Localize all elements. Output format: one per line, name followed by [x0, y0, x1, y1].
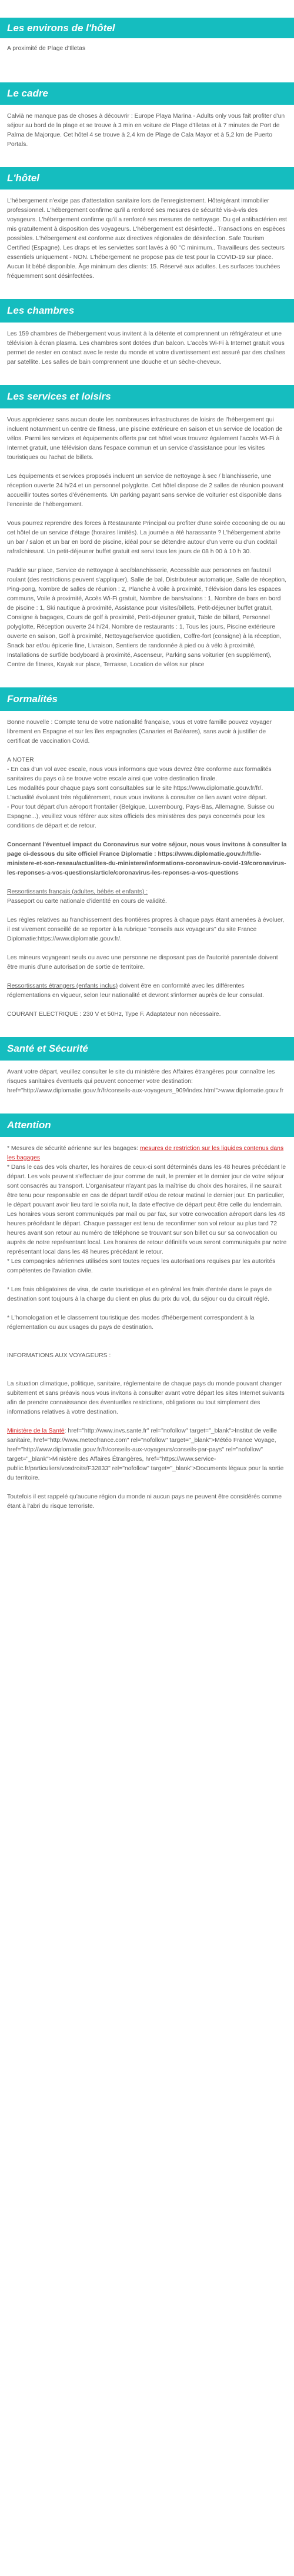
hotel-text: L'hébergement n'exige pas d'attestation sanitaire lors de l'enregistrement. Hôte/gérant immobilier professionnel. L'hébergement confirme qu'il a renforcé ses mesures de sécurité vis-à-vis des voyageurs. L'hébergement confirme qu'il a renforcé ses mesures de nettoyage. Du gel antibactérien est mis gratuitement à disposition des voyageurs. L'hébergement est désinfecté.. Transactions en espèces possibles. L'hébergement est conforme aux directives régionales de désinfection. Safe Tourism Certified (Espagne). Les draps et les serviettes sont lavés à 60 °C minimum.. Travailleurs des secteurs essentiels uniquement - NON. L'hébergement ne propose pas de test pour la COVID-19 sur place. Aucun lit bébé disponible. Âge minimum des clients: 15. Réservé aux adultes. Les surfaces touchées fréquemment sont désinfectées.	[7, 198, 287, 280]
formalites-p7: Les règles relatives au franchissement des frontières propres à chaque pays étant amenées à évoluer, il est vivement conseillé de se reporter à la rubrique "conseils aux voyageurs" du site France Diplomatie:https://www.diplomatie.gouv.fr/.	[7, 917, 285, 942]
formalites-p6: Passeport ou carte nationale d'identité en cours de validité.	[7, 898, 167, 905]
formalites-p1: Bonne nouvelle : Compte tenu de votre nationalité française, vous et votre famille pouvez voyager librement en Espagne et sur les îles espagnoles (Canaries et Baléares), sans avoir à justifier de certificat de vaccination Covid.	[7, 719, 272, 744]
formalites-p6-title: Ressortissants français (adultes, bébés et enfants) :	[7, 889, 148, 895]
formalites-p3: Les modalités pour chaque pays sont consultables sur le site https://www.diplomatie.gouv.fr/fr/. L'actualité évoluant très régulièrement, nous vous invitons à consulter ce lien avant votre départ.	[7, 785, 268, 801]
sante-p1: Avant votre départ, veuillez consulter le site du ministère des Affaires étrangères pour connaître les risques sanitaires éventuels qui peuvent concerner votre destination: href="http://www.diplomatie.gouv.fr/fr/conseils-aux-voyageurs_909/index.html">www.diplomatie.gouv.fr	[7, 1069, 284, 1094]
formalites-p2: - En cas d'un vol avec escale, nous vous informons que vous devrez être conforme aux formalités sanitaires du pays où se trouve votre escale ainsi que votre destination finale.	[7, 766, 272, 782]
cadre-text: Calvià ne manque pas de choses à découvrir : Europe Playa Marina - Adults only vous fait profiter d'un séjour au bord de la plage et se trouve à 3 min en voiture de Plage d'Illetas et à 7 minutes de Port de Palma de Majorque. Cet hôtel 4 se trouve à 2,4 km de Plage de Cala Mayor et à 5,2 km de Puerto Portals.	[7, 113, 285, 148]
section-title-chambres: Les chambres	[0, 299, 294, 323]
services-p2: Les équipements et services proposés incluent un service de nettoyage à sec / blanchisserie, une réception ouverte 24 h/24 et un personnel polyglotte. Cet hôtel dispose de 2 salles de réunion pouvant accueillir toutes sortes d'événements. Un parking payant sans service de voiturier est disponible dans l'enceinte de l'hébergement.	[7, 473, 284, 508]
attention-p5: * L'homologation et le classement touristique des modes d'hébergement correspondent à la réglementation ou aux usages du pays de destination.	[7, 1315, 255, 1331]
formalites-p9-title: Ressortissants étrangers (enfants inclus)	[7, 983, 118, 989]
attention-p8-text: : href="http://www.invs.sante.fr" rel="nofollow" target="_blank">Institut de veille sanitaire, href="http://www.meteofrance.com" rel="nofollow" target="_blank">Météo France Voyage, href="http://www.diplomatie.gouv.fr/fr/conseils-aux-voyageurs/conseils-par-pays" rel="nofollow" target="_blank">Ministère des Affaires Étrangères, href="https://www.service-public.fr/particuliers/vosdroits/F32833" rel="nofollow" target="_blank">Documents légaux pour la sortie du territoire.	[7, 1428, 284, 1481]
chambres-body	[0, 323, 294, 367]
attention-p4: * Les frais obligatoires de visa, de carte touristique et en général les frais d'entrée dans le pays de destination sont toujours à la charge du client en plus du prix du vol, du séjour ou du circuit réglé.	[7, 1287, 272, 1302]
hotel-body	[0, 190, 294, 281]
ministere-sante-link[interactable]: Ministère de la Santé	[7, 1428, 65, 1434]
attention-p8	[7, 1427, 287, 1483]
services-p4: Paddle sur place, Service de nettoyage à sec/blanchisserie, Accessible aux personnes en fauteuil roulant (des restrictions peuvent s'appliquer), Salle de bal, Distributeur automatique, Salle de réception, Ping-pong, Nombre de salles de réunion : 2, Planche à voile à proximité, Télévision dans les espaces communs, Voile à proximité, Accès Wi-Fi gratuit, Nombre de bars/salons : 1, Nombre de bars en bord de piscine : 1, Ski nautique à proximité, Assistance pour visites/billets, Petit-déjeuner buffet gratuit, Consigne à bagages, Cours de golf à proximité, Petit-déjeuner gratuit, Table de billard, Personnel polyglotte, Réception ouverte 24 h/24, Nombre de restaurants : 1, Tous les jours, Piscine extérieure ouverte en saison, Golf à proximité, Nettoyage/service quotidien, Coffre-fort (consigne) à la réception, Snack bar et/ou épicerie fine, Livraison, Sentiers de randonnée à pied ou à vélo à proximité, Installations de surf/de bodyboard à proximité, Ascenseur, Parking sans voiturier (en supplément), Centre de fitness, Kayak sur place, Terrasse, Location de vélos sur place	[7, 567, 287, 668]
section-title-hotel: L'hôtel	[0, 167, 294, 190]
formalites-note-title: A NOTER	[7, 757, 34, 763]
services-p1: Vous apprécierez sans aucun doute les nombreuses infrastructures de loisirs de l'hébergement qui incluent notamment un centre de fitness, une piscine extérieure en saison et un service de location de vélos. Parmi les services et équipements offerts par cet hôtel vous trouvez également l'accès Wi-Fi à Internet gratuit, une télévision dans l'espace commun et un service d'assistance pour les visites touristiques ou l'achat de billets.	[7, 417, 283, 461]
section-title-sante: Santé et Sécurité	[0, 1037, 294, 1061]
cadre-body	[0, 105, 294, 149]
formalites-p5: Concernant l'éventuel impact du Coronavirus sur votre séjour, nous vous invitons à consulter la page ci-dessous du site officiel France Diplomatie : https://www.diplomatie.gouv.fr/fr/le-ministere-et-son-reseau/actualites-du-ministere/informations-coronavirus-covid-19/coronavirus-les-reponses-a-vos-questions/article/coronavirus-les-reponses-a-vos-questions	[7, 842, 287, 876]
section-title-services: Les services et loisirs	[0, 385, 294, 408]
chambres-text: Les 159 chambres de l'hébergement vous invitent à la détente et comprennent un réfrigérateur et une télévision à écran plasma. Les chambres sont dotées d'un balcon. L'accès Wi-Fi à Internet gratuit vous permet de rester en contact avec le reste du monde et votre divertissement est assuré par des chaînes par satellite. Les salles de bain comprennent une douche et un sèche-cheveux.	[7, 331, 286, 365]
formalites-p10: COURANT ELECTRIQUE : 230 V et 50Hz, Type F. Adaptateur non nécessaire.	[7, 1011, 221, 1018]
attention-p1-prefix: * Mesures de sécurité aérienne sur les bagages:	[7, 1145, 140, 1152]
section-title-formalites: Formalités	[0, 687, 294, 711]
services-p3: Vous pourrez reprendre des forces à Restaurante Principal ou profiter d'une soirée cocooning de ou au cet hôtel de un service d'étage (horaires limités). La journée a été harassante ? L'hébergement abrite un bar / salon et un bar en bord de piscine, idéal pour se détendre autour d'un verre ou d'un cocktail rafraîchissant. Un petit-déjeuner buffet gratuit est servi tous les jours de 08 h 00 à 10 h 30.	[7, 520, 286, 555]
attention-p1	[7, 1144, 287, 1163]
environs-text: A proximité de Plage d'Illetas	[7, 45, 86, 52]
environs-body	[0, 38, 294, 54]
sante-body	[0, 1061, 294, 1096]
formalites-p4: - Pour tout départ d'un aéroport frontalier (Belgique, Luxembourg, Pays-Bas, Allemagne, Suisse ou Espagne...), veuillez vous référer aux sites officiels des ministères des pays concernés pour les conditions de départ et de retour.	[7, 804, 275, 829]
formalites-p8: Les mineurs voyageant seuls ou avec une personne ne disposant pas de l'autorité parentale doivent être munis d'une autorisation de sortie de territoire.	[7, 955, 278, 970]
formalites-p9-text: doivent être en conformité avec les différentes réglementations en vigueur, selon leur nationalité et devront s'informer auprès de leur consulat.	[7, 983, 264, 999]
formalites-body	[0, 711, 294, 1019]
attention-p6: INFORMATIONS AUX VOYAGEURS :	[7, 1352, 111, 1359]
services-body	[0, 408, 294, 670]
attention-body	[0, 1137, 294, 1511]
attention-p9: Toutefois il est rappelé qu'aucune région du monde ni aucun pays ne peuvent être considérés comme étant à l'abri du risque terroriste.	[7, 1494, 282, 1510]
attention-p7: La situation climatique, politique, sanitaire, réglementaire de chaque pays du monde pouvant changer subitement et sans préavis nous vous invitons à consulter avant votre départ les sites Internet suivants afin de prendre connaissance des éventuelles restrictions, obligations ou tout simplement des informations relatives à votre destination.	[7, 1381, 285, 1415]
formalites-p9	[7, 982, 287, 1001]
attention-p3: * Les compagnies aériennes utilisées sont toutes reçues les autorisations requises par les autorités compétentes de l'aviation civile.	[7, 1258, 276, 1274]
section-title-cadre: Le cadre	[0, 82, 294, 105]
section-title-environs: Les environs de l'hôtel	[0, 18, 294, 38]
attention-p2: * Dans le cas des vols charter, les horaires de ceux-ci sont déterminés dans les 48 heures précédant le départ. Les vols peuvent s'effectuer de jour comme de nuit, le premier et le dernier jour de votre séjour sont consacrés au transport. L'organisateur n'ayant pas la maîtrise du choix des horaires, il ne saurait être tenu pour responsable en cas de départ tardif et/ou de retour matinal le dernier jour. En particulier, le départ pouvant avoir lieu tard le soir/la nuit, la date effective de départ peut être celle du lendemain. Les horaires vous seront communiqués par mail ou par fax, sur votre convocation aéroport dans les 48 heures précédant le départ. Chaque passager est tenu de reconfirmer son vol retour au plus tard 72 heures avant son retour au numéro de téléphone se trouvant sur son billet ou sur sa convocation ou auprès de notre représentant local. Les horaires de retour définitifs vous seront communiqués par notre représentant local dans les 48 heures précédant le retour.	[7, 1164, 287, 1255]
liquids-restriction-link[interactable]: mesures de restriction sur les liquides contenus dans les bagages	[7, 1145, 284, 1161]
section-title-attention: Attention	[0, 1114, 294, 1137]
